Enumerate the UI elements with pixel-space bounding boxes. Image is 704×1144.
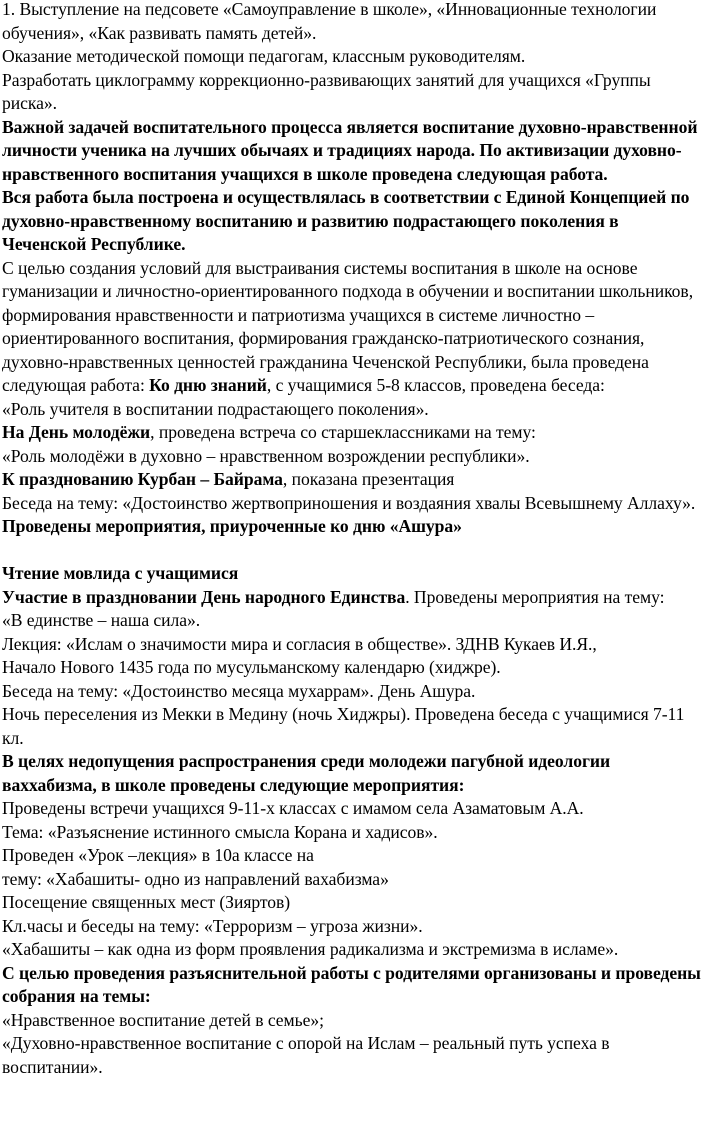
paragraph-imam-meeting: Проведены встречи учащихся 9-11-х классах с имамом села Азаматовым А.А. xyxy=(2,798,584,818)
goal-text: С целью создания условий для выстраивания системы воспитания в школе на основе гуманизации и личностно-ориентированного подхода в обучении и воспитании школьников, формирования нравственности и патриотизма учащихся в системе личностно – ориентированного воспитания, формирования гражданско-патриотического сознания, духовно-нравственных ценностей гражданина Чеченской Республики, была проведена следующая работа: xyxy=(2,257,694,395)
paragraph-islam-success: «Духовно-нравственное воспитание с опорой на Ислам – реальный путь успеха в воспитании». xyxy=(2,1033,610,1077)
paragraph-muharram: Беседа на тему: «Достоинство месяца мухаррам». День Ашура. xyxy=(2,680,476,701)
paragraph-new-year: Начало Нового 1435 года по мусульманскому календарю (хиджре). xyxy=(2,657,501,677)
youth-day-tail: , проведена встреча со старшеклассниками на тему: xyxy=(150,422,536,442)
paragraph-concept: Вся работа была построена и осуществлялась в соответствии с Единой Концепцией по духовно-нравственному воспитанию и развитию подрастающего поколения в Чеченской Республике. xyxy=(2,187,690,254)
paragraph-cyclogram: Разработать циклограмму коррекционно-развивающих занятий для учащихся «Группы риска». xyxy=(2,69,651,113)
blank-line xyxy=(2,539,702,563)
paragraph-hijra: Ночь переселения из Мекки в Медину (ночь Хиджры). Проведена беседа с учащимися 7-11 кл. xyxy=(2,704,685,748)
paragraph-unity-day xyxy=(2,586,702,610)
paragraph-quran-topic: Тема: «Разъяснение истинного смысла Корана и хадисов». xyxy=(2,821,438,842)
paragraph-ziyarat: Посещение священных мест (Зияртов) xyxy=(2,892,291,912)
paragraph-teacher-role: «Роль учителя в воспитании подрастающего поколения». xyxy=(2,398,429,419)
paragraph-lecture-islam: Лекция: «Ислам о значимости мира и согласия в обществе». ЗДНВ Кукаев И.Я., xyxy=(2,633,597,654)
paragraph-sacrifice-talk: Беседа на тему: «Достоинство жертвоприношения и воздаяния хвалы Всевышнему Аллаху». xyxy=(2,492,696,513)
kurban-label: К празднованию Курбан – Байрама xyxy=(2,469,283,489)
youth-day-label: На День молодёжи xyxy=(2,422,151,442)
paragraph-pedsovet: 1. Выступление на педсовете «Самоуправление в школе», «Инновационные технологии обучения», «Как развивать память детей». xyxy=(2,0,657,43)
paragraph-lesson-lecture: Проведен «Урок –лекция» в 10а классе на xyxy=(2,845,314,865)
kurban-tail: , показана презентация xyxy=(282,469,455,489)
paragraph-youth-day xyxy=(2,421,702,445)
paragraph-goal xyxy=(2,257,702,398)
paragraph-parents: С целью проведения разъяснительной работы с родителями организованы и проведены собрания на темы: xyxy=(2,962,701,1006)
paragraph-terrorism: Кл.часы и беседы на тему: «Терроризм – угроза жизни». xyxy=(2,915,423,936)
paragraph-method-help: Оказание методической помощи педагогам, классным руководителям. xyxy=(2,46,526,66)
unity-day-tail: . Проведены мероприятия на тему: xyxy=(405,586,665,607)
paragraph-mawlid: Чтение мовлида с учащимися xyxy=(2,563,239,583)
paragraph-habashites-radicalism: «Хабашиты – как одна из форм проявления радикализма и экстремизма в исламе». xyxy=(2,939,619,959)
document-body xyxy=(2,0,702,1079)
paragraph-ashura-events: Проведены мероприятия, приуроченные ко дню «Ашура» xyxy=(2,516,462,536)
paragraph-unity-strength: «В единстве – наша сила». xyxy=(2,610,201,630)
paragraph-habashites-topic: тему: «Хабашиты- одно из направлений вахабизма» xyxy=(2,868,389,889)
knowledge-day-label: Ко дню знаний xyxy=(149,375,267,395)
paragraph-youth-role: «Роль молодёжи в духовно – нравственном возрождении республики». xyxy=(2,445,530,466)
paragraph-moral-family: «Нравственное воспитание детей в семье»; xyxy=(2,1009,324,1030)
unity-day-label: Участие в праздновании День народного Единства xyxy=(2,586,406,607)
goal-tail: , с учащимися 5-8 классов, проведена беседа: xyxy=(266,375,605,395)
paragraph-prevention: В целях недопущения распространения среди молодежи пагубной идеологии ваххабизма, в школе проведены следующие мероприятия: xyxy=(2,751,611,795)
paragraph-main-task: Важной задачей воспитательного процесса является воспитание духовно-нравственной личности ученика на лучших обычаях и традициях народа. По активизации духовно-нравственного воспитания учащихся в школе проведена следующая работа. xyxy=(2,116,698,184)
paragraph-kurban xyxy=(2,468,702,492)
